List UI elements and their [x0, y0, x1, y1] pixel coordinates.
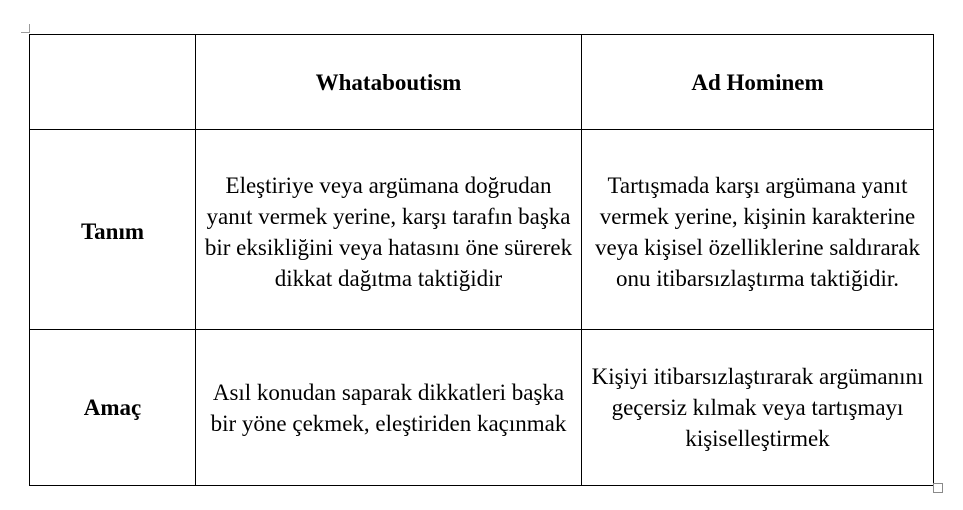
row-label-amac: Amaç: [30, 330, 196, 486]
cell-text: Kişiyi itibarsızlaştırarak argümanını geçersiz kılmak veya tartışmayı kişiselleştirmek: [591, 364, 924, 451]
table-header-row: [30, 35, 934, 130]
paragraph-corner-mark: [21, 24, 30, 33]
cell-text: Asıl konudan saparak dikkatleri başka bir yöne çekmek, eleştiriden kaçınmak: [210, 379, 567, 436]
table-resize-handle[interactable]: [933, 483, 943, 493]
comparison-table: [29, 34, 934, 486]
header-cell-ad-hominem: Ad Hominem: [582, 35, 934, 130]
table-row: [30, 330, 934, 486]
cell-tanim-whataboutism: [196, 130, 582, 330]
cell-tanim-ad-hominem: [582, 130, 934, 330]
row-label-tanim: Tanım: [30, 130, 196, 330]
cell-amac-ad-hominem: [582, 330, 934, 486]
header-cell-empty: [30, 35, 196, 130]
header-cell-whataboutism: Whataboutism: [196, 35, 582, 130]
cell-amac-whataboutism: [196, 330, 582, 486]
cell-text: Tartışmada karşı argümana yanıt vermek yerine, kişinin karakterine veya kişisel özelliklerine saldırarak onu itibarsızlaştırma taktiğidir.: [594, 172, 921, 291]
cell-text: Eleştiriye veya argümana doğrudan yanıt vermek yerine, karşı tarafın başka bir eksikliğini veya hatasını öne sürerek dikkat dağıtma taktiğidir: [204, 172, 573, 291]
table-row: [30, 130, 934, 330]
